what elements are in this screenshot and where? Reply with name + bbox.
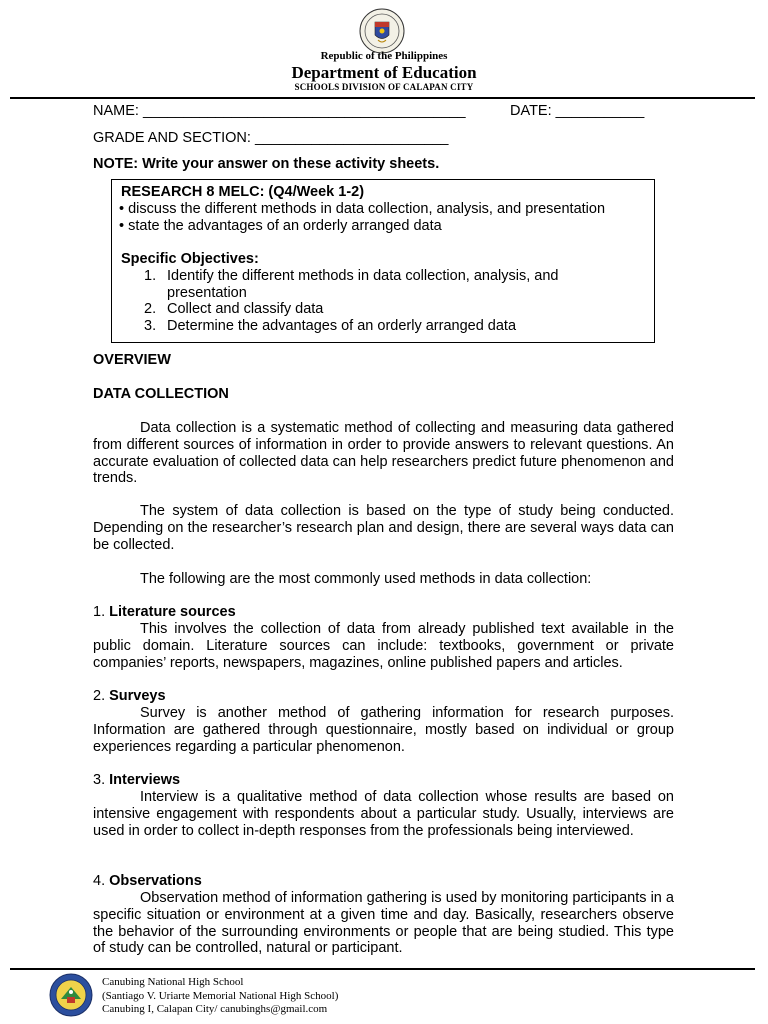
melc-title: RESEARCH 8 MELC: (Q4/Week 1-2) (121, 184, 365, 200)
paragraph: The system of data collection is based on the type of study being conducted. Depending on the researcher’s research plan and design, there are several ways data can be collected. (93, 503, 674, 553)
method-number: 2. (93, 688, 106, 704)
footer-divider (10, 968, 755, 970)
method-heading (93, 688, 166, 704)
note-text: NOTE: Write your answer on these activity sheets. (93, 156, 440, 172)
school-logo-icon (49, 973, 93, 1017)
objective-text: Identify the different methods in data collection, analysis, and (167, 268, 559, 284)
method-title: Observations (109, 873, 202, 889)
objective-number: 1. (144, 268, 157, 284)
republic-label: Republic of the Philippines (320, 50, 448, 62)
paragraph: The following are the most commonly used methods in data collection: (140, 571, 592, 587)
objective-text: Collect and classify data (167, 301, 324, 317)
method-description: This involves the collection of data from already published text available in the public domain. Literature sources can include: textbooks, government or private companies’ reports, newspapers, magazines, online published papers and articles. (93, 621, 674, 671)
method-description: Interview is a qualitative method of data collection whose results are based on intensive engagement with respondents about a particular study. Usually, interviews are used in order to collect in-depth responses from the professionals being interviewed. (93, 789, 674, 839)
method-heading (93, 772, 180, 788)
section-heading: DATA COLLECTION (93, 386, 229, 402)
paragraph: Data collection is a systematic method of collecting and measuring data gathered from different sources of information in order to provide answers to relevant questions. An accurate evaluation of collected data can help researchers predict future phenomenon and trends. (93, 420, 674, 487)
deped-seal-icon (359, 8, 405, 54)
date-field[interactable]: DATE: ___________ (510, 103, 645, 119)
footer-address[interactable]: Canubing I, Calapan City/ canubinghs@gmail.com (102, 1003, 328, 1015)
method-title: Literature sources (109, 604, 236, 620)
division-label: SCHOOLS DIVISION OF CALAPAN CITY (294, 82, 474, 92)
objective-text: Determine the advantages of an orderly arranged data (167, 318, 517, 334)
objective-number: 3. (144, 318, 157, 334)
method-number: 1. (93, 604, 106, 620)
method-description: Observation method of information gathering is used by monitoring participants in a specific situation or environment at a given time and day. Basically, researchers observe the behavior of the surrounding environments or people that are being studied. This type of study can be controlled, natural or participant. (93, 890, 674, 957)
method-title: Interviews (109, 772, 181, 788)
grade-section-field[interactable]: GRADE AND SECTION: ________________________ (93, 130, 449, 146)
department-title: Department of Education (291, 63, 477, 82)
method-heading (93, 873, 202, 889)
method-number: 4. (93, 873, 106, 889)
melc-bullet: • state the advantages of an orderly arranged data (119, 218, 442, 234)
method-number: 3. (93, 772, 106, 788)
name-field[interactable]: NAME: ________________________________________ (93, 103, 466, 119)
method-description: Survey is another method of gathering information for research purposes. Information are gathered through questionnaire, mostly based on individual or group experiences regarding a particular phenomenon. (93, 705, 674, 755)
overview-heading: OVERVIEW (93, 352, 171, 368)
melc-box (111, 179, 655, 343)
melc-bullet: • discuss the different methods in data collection, analysis, and presentation (119, 201, 606, 217)
objectives-title: Specific Objectives: (121, 251, 259, 267)
objective-text-continued: presentation (167, 285, 247, 301)
footer-school-alt-name: (Santiago V. Uriarte Memorial National High School) (102, 990, 339, 1002)
header-divider (10, 97, 755, 99)
footer-school-name: Canubing National High School (102, 976, 244, 988)
objective-number: 2. (144, 301, 157, 317)
method-title: Surveys (109, 688, 166, 704)
method-heading (93, 604, 236, 620)
